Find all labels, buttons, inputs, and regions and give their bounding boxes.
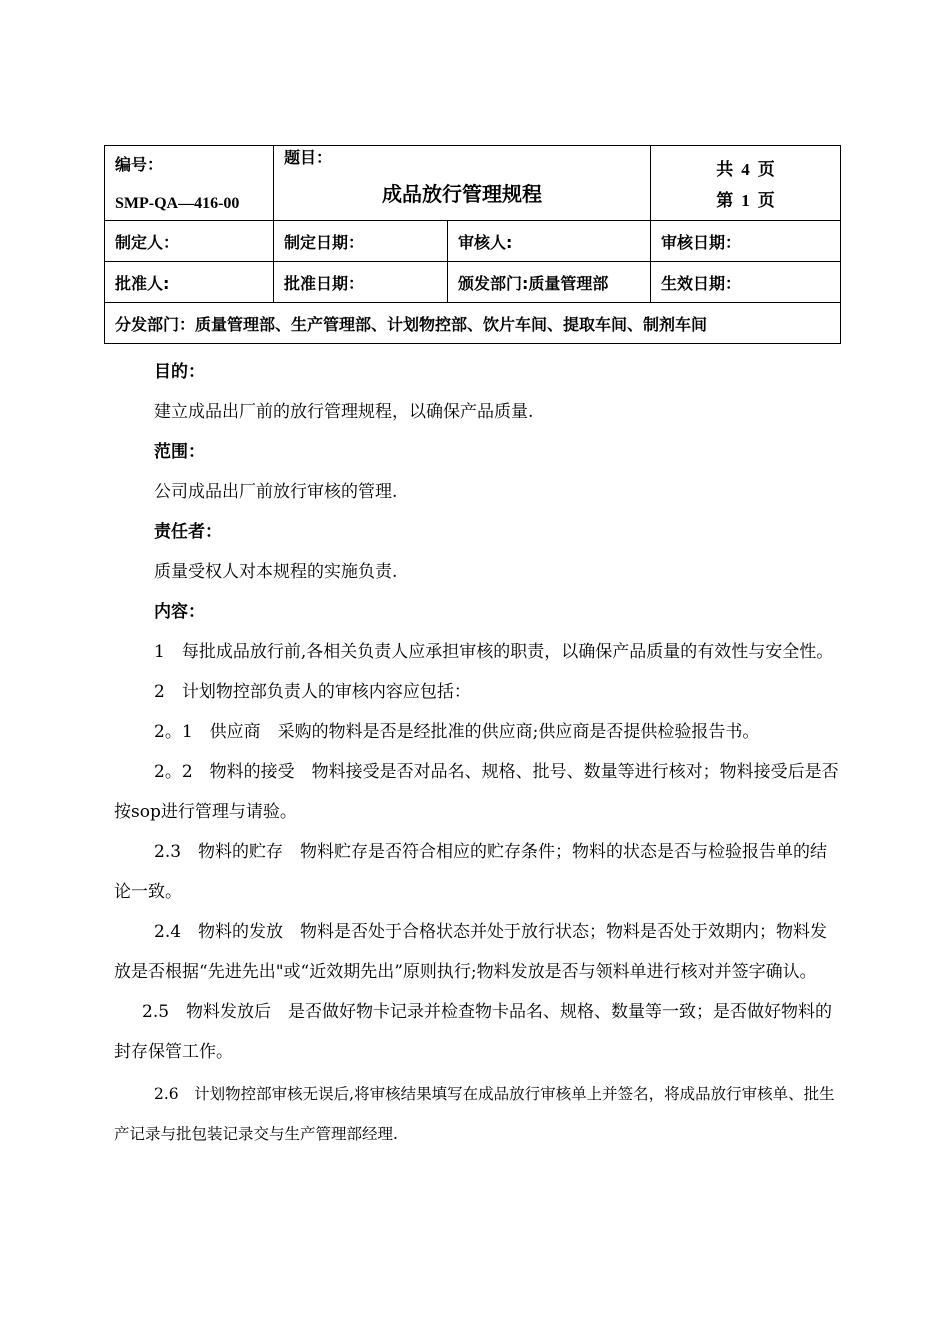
document-header-table [104,145,841,344]
document-code-label: 编号： [115,154,164,174]
effective-date-label: 生效日期： [651,262,841,303]
document-title-cell [274,146,651,221]
document-title: 成品放行管理规程 [382,182,542,206]
document-body [114,352,844,1154]
page-count-cell [651,146,841,221]
total-pages: 共 4 页 [716,160,775,180]
document-code-cell [105,146,274,221]
issue-dept-label: 颁发部门:质量管理部 [448,262,651,303]
content-item-2-3: 2.3 物料的贮存 物料贮存是否符合相应的贮存条件；物料的状态是否与检验报告单的结论一致。 [114,842,828,902]
author-date-label: 制定日期： [274,221,448,262]
purpose-text: 建立成品出厂前的放行管理规程，以确保产品质量. [154,402,534,422]
scope-text: 公司成品出厂前放行审核的管理. [154,482,398,502]
content-item-2: 2 计划物控部负责人的审核内容应包括： [154,682,471,702]
author-label: 制定人： [105,221,274,262]
review-date-label: 审核日期： [651,221,841,262]
distribution-departments: 分发部门：质量管理部、生产管理部、计划物控部、饮片车间、提取车间、制剂车间 [105,303,841,344]
reviewer-label: 审核人: [448,221,651,262]
content-item-2-1: 2。1 供应商 采购的物料是否是经批准的供应商;供应商是否提供检验报告书。 [154,722,760,742]
content-item-2-6: 2.6 计划物控部审核无误后,将审核结果填写在成品放行审核单上并签名，将成品放行审核单、批生产记录与批包装记录交与生产管理部经理. [114,1085,835,1143]
purpose-heading: 目的： [154,362,205,382]
approve-date-label: 批准日期： [274,262,448,303]
document-code-value: SMP-QA—416-00 [115,194,240,212]
content-item-2-4: 2.4 物料的发放 物料是否处于合格状态并处于放行状态；物料是否处于效期内；物料发放是否根据“先进先出"或“近效期先出”原则执行;物料发放是否与领料单进行核对并签字确认。 [114,922,828,982]
document-title-label: 题目： [284,148,333,167]
current-page: 第 1 页 [716,191,775,211]
content-item-2-2: 2。2 物料的接受 物料接受是否对品名、规格、批号、数量等进行核对；物料接受后是否按sop进行管理与请验。 [114,762,839,822]
responsibility-heading: 责任者： [154,522,222,542]
approver-label: 批准人: [105,262,274,303]
responsibility-text: 质量受权人对本规程的实施负责. [154,562,398,582]
content-item-1: 1 每批成品放行前,各相关负责人应承担审核的职责，以确保产品质量的有效性与安全性。 [154,642,834,662]
scope-heading: 范围： [154,442,205,462]
content-item-2-5: 2.5 物料发放后 是否做好物卡记录并检查物卡品名、规格、数量等一致；是否做好物料的封存保管工作。 [114,1002,833,1062]
content-heading: 内容： [154,602,205,622]
